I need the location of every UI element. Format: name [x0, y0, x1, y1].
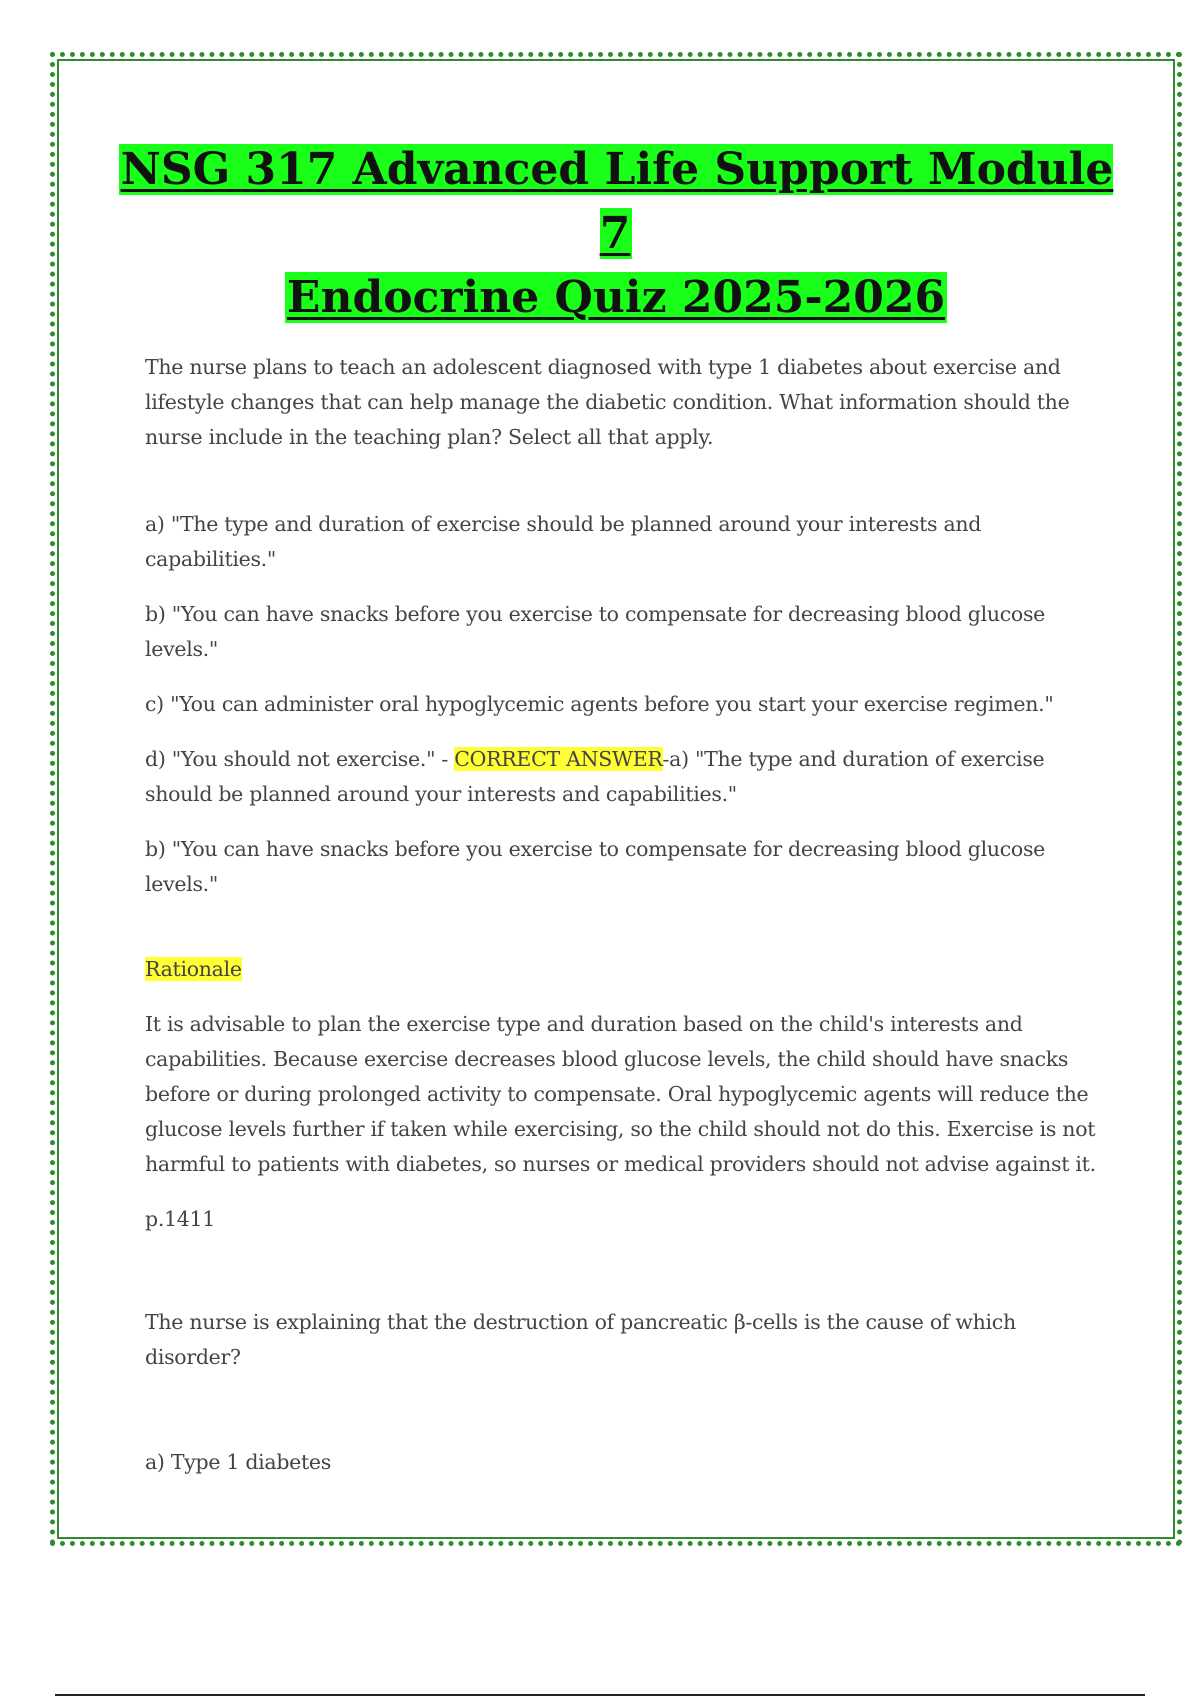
page-reference: p.1411	[145, 1207, 216, 1231]
question-1-option-c: c) "You can administer oral hypoglycemic agents before you start your exercise regimen."	[145, 692, 1054, 716]
correct-answer-label: CORRECT ANSWER	[454, 747, 663, 771]
title-line-1: NSG 317 Advanced Life Support Module 7	[120, 144, 1114, 259]
question-1-stem: The nurse plans to teach an adolescent diagnosed with type 1 diabetes about exercise and lifestyle changes that can help manage the diabetic condition. What information should the nurse include in the teaching plan? Select all that apply.	[145, 355, 1070, 449]
title-line-2: Endocrine Quiz 2025-2026	[286, 272, 946, 323]
rationale-heading: Rationale	[145, 957, 242, 981]
document-title	[100, 138, 1132, 330]
quiz-content	[145, 350, 1100, 1480]
question-2-option-a: a) Type 1 diabetes	[145, 1450, 331, 1474]
answer-b-text: b) "You can have snacks before you exercise to compensate for decreasing blood glucose levels."	[145, 837, 1046, 896]
question-1-option-a: a) "The type and duration of exercise should be planned around your interests and capabilities."	[145, 512, 982, 571]
question-2-stem: The nurse is explaining that the destruction of pancreatic β-cells is the cause of which disorder?	[145, 1310, 1016, 1369]
answer-a-text: -a) "The type and duration of exercise should be planned around your interests and capabilities."	[145, 747, 1045, 806]
question-1-option-b: b) "You can have snacks before you exercise to compensate for decreasing blood glucose levels."	[145, 602, 1046, 661]
option-d-text: d) "You should not exercise." -	[145, 747, 455, 771]
rationale-text: It is advisable to plan the exercise type and duration based on the child's interests and capabilities. Because exercise decreases blood glucose levels, the child should have snacks before or during prolonged activity to compensate. Oral hypoglycemic agents will reduce the glucose levels further if taken while exercising, so the child should not do this. Exercise is not harmful to patients with diabetes, so nurses or medical providers should not advise against it.	[145, 1012, 1096, 1176]
footer-divider	[55, 1694, 1145, 1696]
question-1-option-d-with-answer	[145, 742, 1100, 812]
